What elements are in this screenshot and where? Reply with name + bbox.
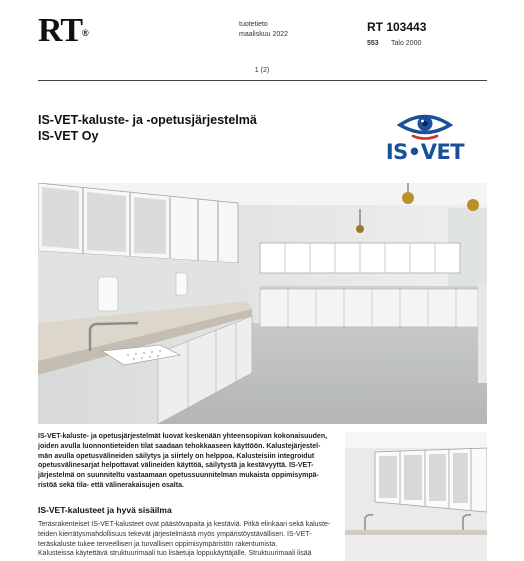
body-line: teiden kierrätysmahdollisuus tekevät järjestelmästä myös ympäristöystävällisen. IS-VET- — [38, 530, 312, 538]
document-title: IS-VET-kaluste- ja -opetusjärjestelmä — [38, 113, 257, 127]
section-heading: IS-VET-kalusteet ja hyvä sisäilma — [38, 505, 172, 515]
laboratory-room-photo — [38, 183, 487, 424]
body-line: Teräsrakenteiset IS-VET-kalusteet ovat päästövapaita ja kestäviä. Pitkä elinkaari sekä kaluste- — [38, 521, 331, 528]
section-body — [38, 520, 336, 559]
class-label: Talo 2000 — [391, 40, 422, 47]
intro-line: joiden avulla luonnontieteiden tilat saadaan tehokkaaseen käyttöön. Kalustejärjestel- — [38, 442, 321, 450]
intro-line: män avulla opetusvälineiden säilytys ja siirtely on helppoa. Kalusteisiin integroidut — [38, 452, 315, 460]
body-line: Kalusteissa käytettävä struktuurimaali tuo lisäetuja loppukäyttäjälle. Struktuurimaali lisää — [38, 550, 312, 558]
body-line: teräskaluste tukee terveellisen ja turvallisen oppimisympäristön rakentumista. — [38, 540, 278, 548]
eye-icon — [362, 110, 488, 142]
company-name: IS-VET Oy — [38, 129, 99, 143]
class-code: 553 — [367, 40, 379, 47]
registered-mark: ® — [82, 28, 89, 38]
page-number: 1 (2) — [254, 67, 270, 74]
laboratory-cabinets-photo — [345, 432, 487, 561]
isvet-brand-logo — [362, 110, 488, 164]
header-divider — [38, 80, 487, 81]
isvet-logo-text: IS•VET — [385, 140, 465, 164]
rt-logo-text: RT — [38, 12, 83, 49]
intro-line: IS-VET-kaluste- ja opetusjärjestelmät luovat keskenään yhteensopivan kokonaisuuden, — [38, 433, 328, 440]
doc-type: tuotetieto — [239, 21, 268, 28]
doc-number: RT 103443 — [367, 20, 427, 34]
intro-line: opetusvälinesarjat helpottavat välineiden käyttöä, säilytystä ja kestävyyttä. IS-VET- — [38, 462, 314, 470]
rt-logo — [38, 14, 89, 48]
doc-date: maaliskuu 2022 — [239, 31, 289, 38]
intro-line: järjestelmä on suunniteltu vastaamaan opetussuunnitelman mukaista oppimisympä- — [38, 472, 319, 480]
intro-line: ristöä sekä tila- että välinerakaisujen osalta. — [38, 481, 184, 489]
intro-paragraph — [38, 432, 336, 491]
